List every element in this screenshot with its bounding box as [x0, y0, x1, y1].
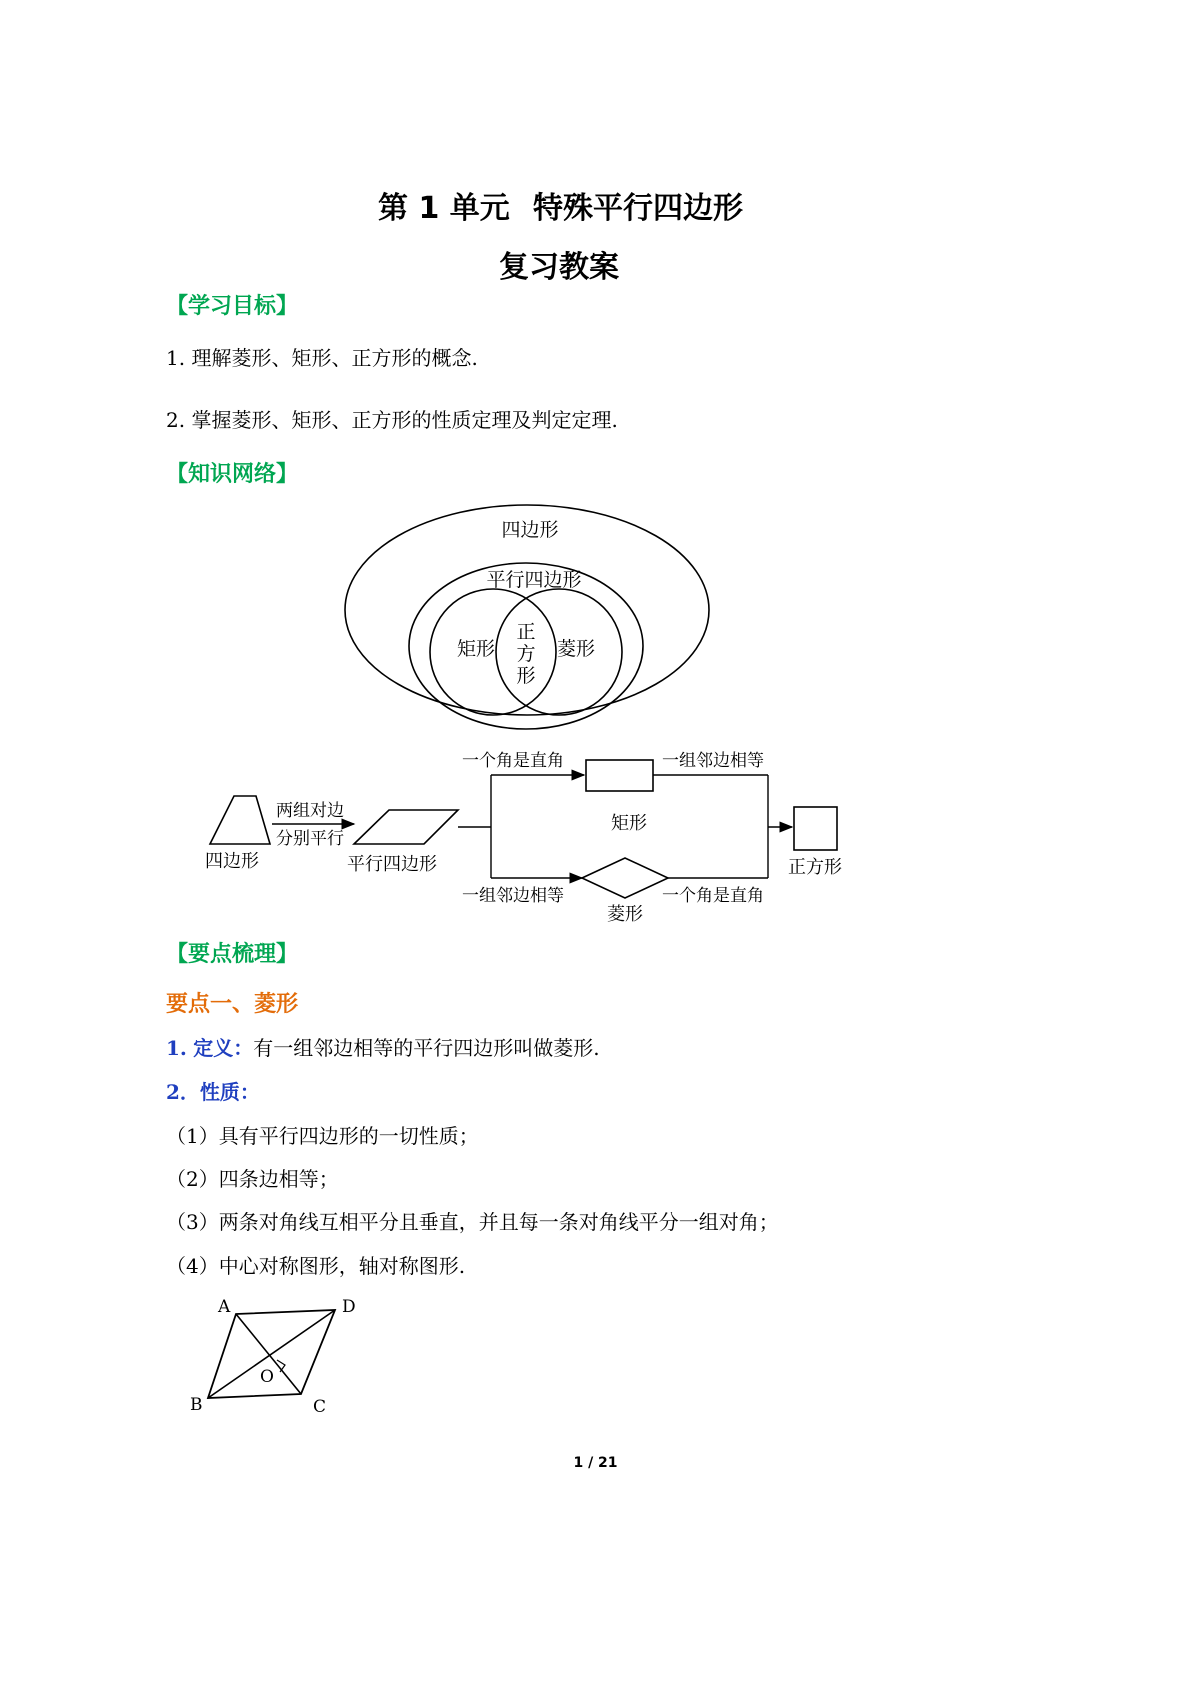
cond-top: 两组对边	[276, 801, 344, 821]
top-right-cond: 一组邻边相等	[662, 751, 764, 771]
prop-item-1: （1）具有平行四边形的一切性质；	[166, 1124, 479, 1148]
label-o: O	[260, 1367, 274, 1387]
square-label: 正方形	[788, 857, 842, 878]
title-unit: 第 1 单元	[378, 191, 510, 226]
goal-item-2: 2. 掌握菱形、矩形、正方形的性质定理及判定定理.	[166, 408, 618, 432]
subtitle: 复习教案	[499, 250, 619, 285]
venn-right-label: 菱形	[556, 638, 596, 660]
venn-middle-label: 平行四边形	[486, 569, 582, 591]
def-num: 1.	[166, 1036, 187, 1060]
venn-outer-label: 四边形	[501, 519, 559, 541]
prop-label: 2．性质：	[166, 1080, 260, 1104]
rhombus-figure	[170, 1290, 390, 1430]
label-d: D	[342, 1297, 356, 1317]
venn-center-3: 形	[516, 665, 536, 687]
prop-item-3: （3）两条对角线互相平分且垂直，并且每一条对角线平分一组对角；	[166, 1210, 779, 1234]
prop-item-4: （4）中心对称图形，轴对称图形.	[166, 1254, 466, 1278]
label-b: B	[190, 1395, 203, 1415]
parallelogram-label: 平行四边形	[347, 854, 437, 875]
bottom-left-cond: 一组邻边相等	[462, 886, 564, 906]
label-a: A	[218, 1297, 231, 1317]
page-number: 1 / 21	[573, 1455, 618, 1471]
def-text: 有一组邻边相等的平行四边形叫做菱形.	[253, 1036, 600, 1060]
flow-diagram	[0, 740, 1191, 930]
rhombus-shape	[582, 858, 668, 898]
goal-item-1: 1. 理解菱形、矩形、正方形的概念.	[166, 346, 478, 370]
square-shape	[794, 807, 837, 850]
rhombus-label: 菱形	[607, 904, 643, 925]
venn-left-label: 矩形	[456, 638, 496, 660]
venn-center-2: 方	[516, 643, 536, 665]
definition-line	[166, 1032, 600, 1061]
section1-heading: 要点一、菱形	[166, 992, 299, 1017]
cond-bottom: 分别平行	[276, 829, 344, 849]
quad-label: 四边形	[205, 851, 259, 872]
network-heading: 【知识网络】	[166, 462, 299, 487]
points-heading: 【要点梳理】	[166, 942, 299, 967]
venn-center-1: 正	[516, 621, 536, 643]
label-c: C	[313, 1397, 327, 1417]
def-label: 定义：	[193, 1036, 254, 1060]
venn-diagram	[0, 500, 1191, 760]
quad-shape	[210, 796, 270, 844]
title-name: 特殊平行四边形	[533, 191, 743, 226]
prop-item-2: （2）四条边相等；	[166, 1167, 339, 1191]
rect-label: 矩形	[611, 813, 647, 834]
rectangle-shape	[586, 760, 653, 791]
parallelogram-shape	[354, 810, 458, 844]
goals-heading: 【学习目标】	[166, 294, 299, 319]
top-left-cond: 一个角是直角	[462, 751, 564, 771]
bottom-right-cond: 一个角是直角	[662, 886, 764, 906]
